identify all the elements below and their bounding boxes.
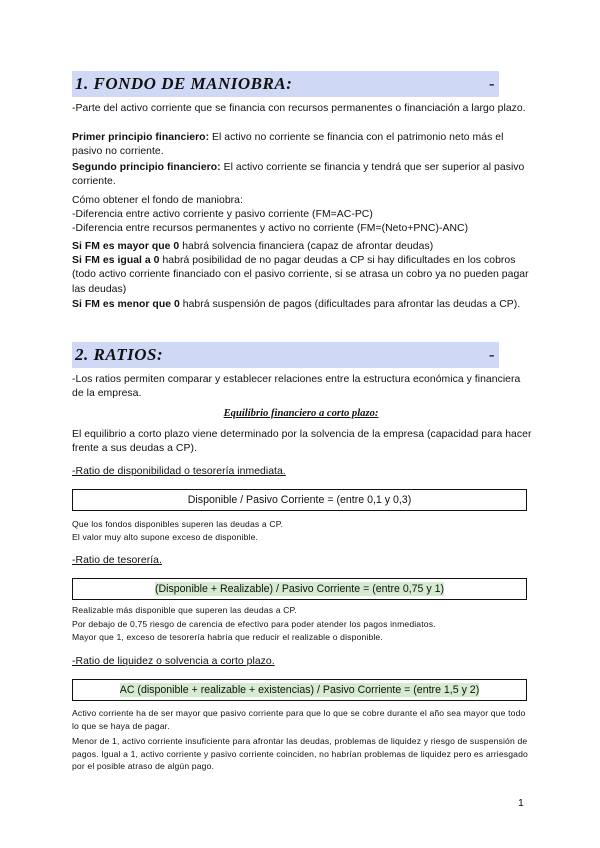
section-heading-ratios	[72, 342, 499, 368]
heading-dash: -	[488, 74, 495, 93]
ratio-1-title: -Ratio de disponibilidad o tesorería inmediata.	[72, 466, 286, 477]
ratio-1-formula-box	[72, 489, 527, 511]
fm-greater-label: Si FM es mayor que 0	[72, 241, 180, 252]
ratio-3-note-1: Activo corriente ha de ser mayor que pasivo corriente para que lo que se cobre durante el año sea mayor que todo lo que se haya de pagar.	[72, 708, 526, 731]
paragraph-definition: -Parte del activo corriente que se financia con recursos permanentes o financiación a largo plazo.	[72, 103, 526, 114]
fm-equal-text: habrá posibilidad de no pagar deudas a CP si hay dificultades en los cobros (todo activo corriente financiado con el pasivo corriente, si se atrasa un cobro ya no pueden pagar las deudas)	[72, 255, 529, 295]
ratio-2-note-2: Por debajo de 0,75 riesgo de carencia de efectivo para poder atender los pagos inmediatos.	[72, 619, 436, 629]
paragraph-formula-1: -Diferencia entre activo corriente y pasivo corriente (FM=AC-PC)	[72, 209, 373, 220]
ratio-2-title: -Ratio de tesorería.	[72, 555, 162, 566]
fm-equal-label: Si FM es igual a 0	[72, 255, 160, 266]
ratio-3-formula: AC (disponible + realizable + existencias) / Pasivo Corriente = (entre 1,5 y 2)	[119, 684, 480, 696]
ratio-2-note-1: Realizable más disponible que superen las deudas a CP.	[72, 605, 297, 615]
ratio-2-formula-box	[72, 578, 527, 600]
paragraph-equilibrio: El equilibrio a corto plazo viene determinado por la solvencia de la empresa (capacidad para hacer frente a sus deudas a CP).	[72, 429, 532, 455]
paragraph-ratios-intro: -Los ratios permiten comparar y establecer relaciones entre la estructura económica y financiera de la empresa.	[72, 374, 521, 400]
second-principle-label: Segundo principio financiero:	[72, 162, 221, 173]
heading-text: 2. RATIOS:	[75, 345, 164, 364]
ratio-1-formula: Disponible / Pasivo Corriente = (entre 0,1 y 0,3)	[187, 494, 412, 506]
heading-dash: -	[488, 345, 495, 364]
heading-text: 1. FONDO DE MANIOBRA:	[75, 74, 293, 93]
paragraph-fm-less	[72, 298, 532, 312]
ratio-1-note-2: El valor muy alto supone exceso de disponible.	[72, 532, 259, 542]
second-principle-text: El activo corriente se financia y tendrá que ser superior al pasivo corriente.	[72, 162, 525, 188]
ratio-1-note-1: Que los fondos disponibles superen las deudas a CP.	[72, 519, 284, 529]
ratio-3-note-2: Menor de 1, activo corriente insuficiente para afrontar las deudas, problemas de liquidez y riesgo de suspensión de pagos. Igual a 1, activo corriente y pasivo corriente coinciden, no habrían problemas de liquidez pero es arriesgado por el posible atraso de algún pago.	[72, 736, 528, 772]
ratio-3-formula-box	[72, 679, 527, 701]
first-principle-text: El activo no corriente se financia con el patrimonio neto más el pasivo no corriente.	[72, 132, 504, 158]
subtitle-equilibrio: Equilibrio financiero a corto plazo:	[223, 408, 379, 419]
fm-less-label: Si FM es menor que 0	[72, 299, 180, 310]
ratio-3-title: -Ratio de liquidez o solvencia a corto plazo.	[72, 656, 275, 667]
ratio-2-formula: (Disponible + Realizable) / Pasivo Corriente = (entre 0,75 y 1)	[154, 583, 445, 595]
paragraph-formula-2: -Diferencia entre recursos permanentes y activo no corriente (FM=(Neto+PNC)-ANC)	[72, 223, 469, 234]
paragraph-how-to: Cómo obtener el fondo de maniobra:	[72, 195, 243, 206]
fm-greater-text: habrá solvencia financiera (capaz de afrontar deudas)	[179, 241, 434, 252]
page-number: 1	[518, 797, 524, 809]
paragraph-first-principle	[72, 131, 532, 160]
fm-less-text: habrá suspensión de pagos (dificultades para afrontar las deudas a CP).	[179, 299, 521, 310]
paragraph-second-principle	[72, 161, 532, 190]
section-heading-fondo-maniobra	[72, 71, 499, 97]
first-principle-label: Primer principio financiero:	[72, 132, 210, 143]
paragraph-fm-equal	[72, 254, 532, 297]
paragraph-fm-greater	[72, 240, 532, 254]
ratio-2-note-3: Mayor que 1, exceso de tesorería habría que reducir el realizable o disponible.	[72, 632, 383, 642]
